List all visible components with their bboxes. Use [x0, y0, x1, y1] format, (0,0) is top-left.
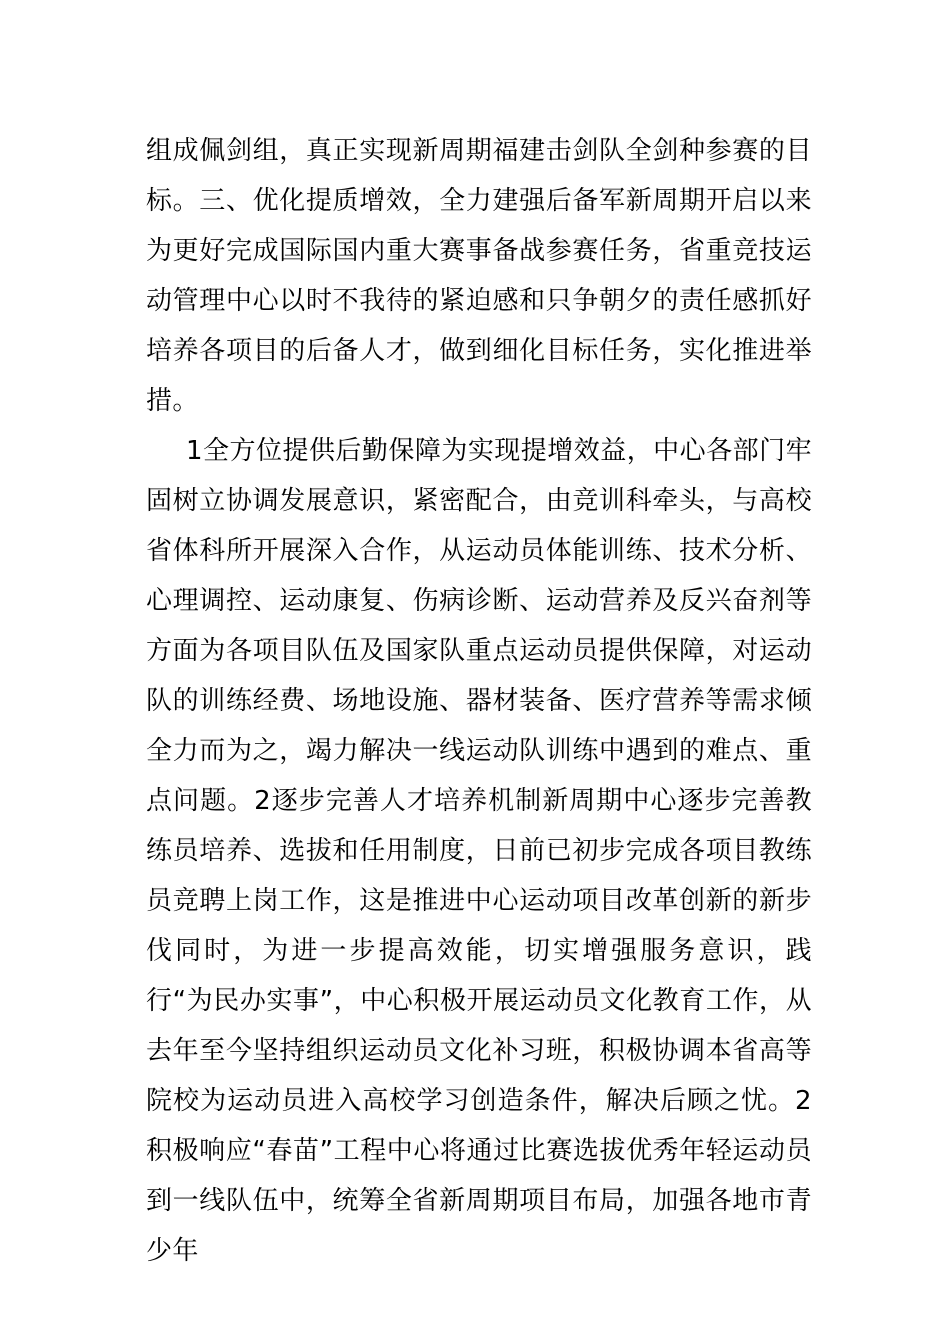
document-body [146, 126, 812, 1276]
paragraph-1: 组成佩剑组，真正实现新周期福建击剑队全剑种参赛的目标。三、优化提质增效，全力建强后备军新周期开启以来为更好完成国际国内重大赛事备战参赛任务，省重竞技运动管理中心以时不我待的紧迫感和只争朝夕的责任感抓好培养各项目的后备人才，做到细化目标任务，实化推进举措。 [146, 136, 812, 416]
paragraph-2: 1全方位提供后勤保障为实现提增效益，中心各部门牢固树立协调发展意识，紧密配合，由竞训科牵头，与高校省体科所开展深入合作，从运动员体能训练、技术分析、心理调控、运动康复、伤病诊断、运动营养及反兴奋剂等方面为各项目队伍及国家队重点运动员提供保障，对运动队的训练经费、场地设施、器材装备、医疗营养等需求倾全力而为之，竭力解决一线运动队训练中遇到的难点、重点问题。2逐步完善人才培养机制新周期中心逐步完善教练员培养、选拔和任用制度，日前已初步完成各项目教练员竞聘上岗工作，这是推进中心运动项目改革创新的新步伐同时，为进一步提高效能，切实增强服务意识，践行“为民办实事”，中心积极开展运动员文化教育工作，从去年至今坚持组织运动员文化补习班，积极协调本省高等院校为运动员进入高校学习创造条件，解决后顾之忧。2积极响应“春苗”工程中心将通过比赛选拔优秀年轻运动员到一线队伍中，统筹全省新周期项目布局，加强各地市青少年 [146, 436, 812, 1266]
